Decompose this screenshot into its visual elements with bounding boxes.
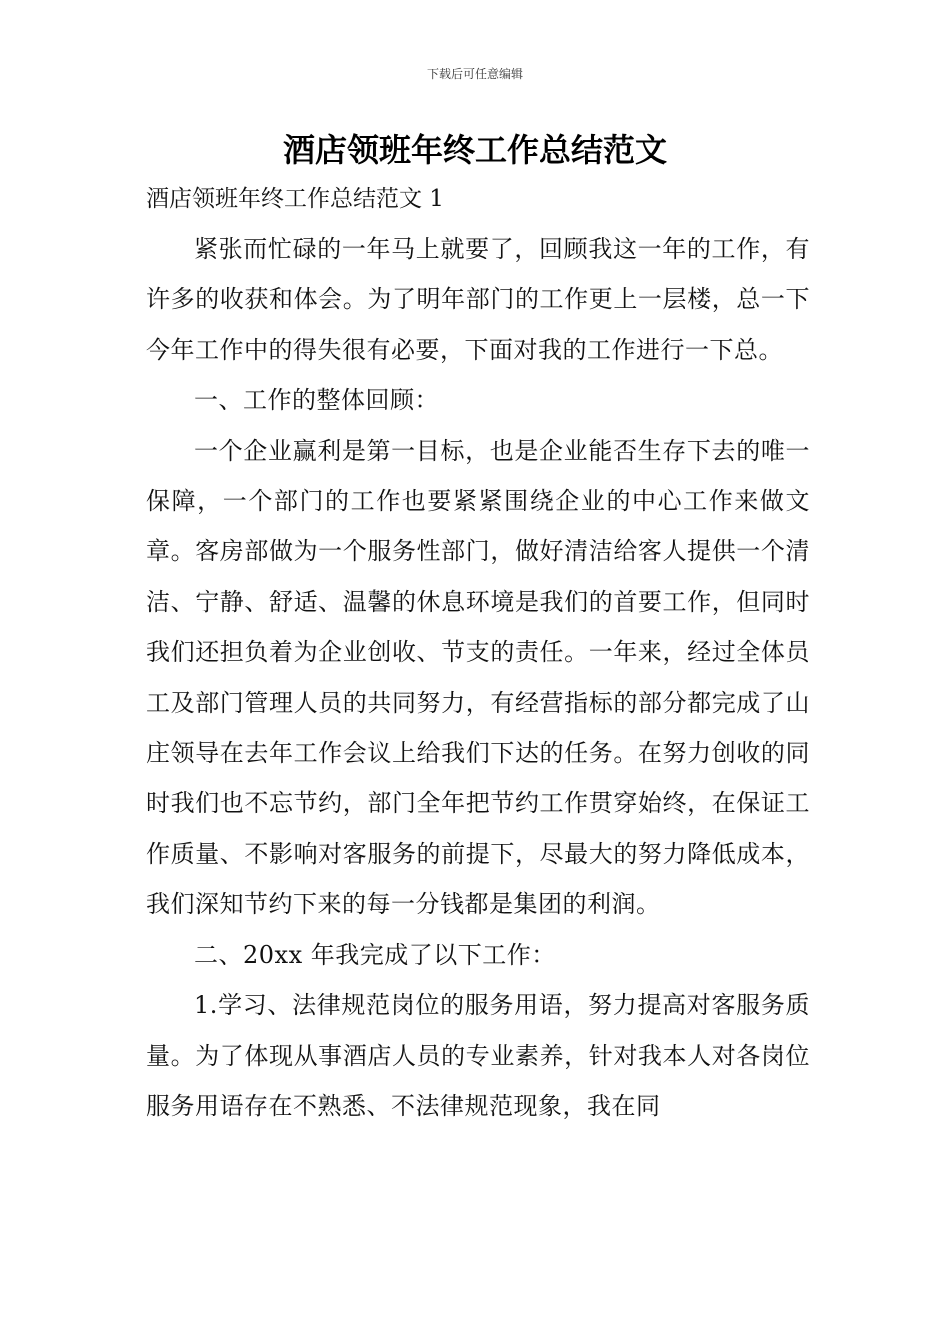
document-title: 酒店领班年终工作总结范文 <box>282 131 667 169</box>
document-body <box>146 224 810 1131</box>
document-subtitle: 酒店领班年终工作总结范文 1 <box>146 186 444 212</box>
header-note: 下载后可任意编辑 <box>426 67 523 81</box>
paragraph-item-1: 1.学习、法律规范岗位的服务用语，努力提高对客服务质量。为了体现从事酒店人员的专业素养，针对我本人对各岗位服务用语存在不熟悉、不法律规范现象，我在同 <box>146 991 810 1120</box>
section-heading-1: 一、工作的整体回顾： <box>194 386 439 415</box>
paragraph-intro: 紧张而忙碌的一年马上就要了，回顾我这一年的工作，有许多的收获和体会。为了明年部门的工作更上一层楼，总一下今年工作中的得失很有必要，下面对我的工作进行一下总。 <box>146 235 810 364</box>
paragraph-review: 一个企业赢利是第一目标，也是企业能否生存下去的唯一保障，一个部门的工作也要紧紧围绕企业的中心工作来做文章。客房部做为一个服务性部门，做好清洁给客人提供一个清洁、宁静、舒适、温馨的休息环境是我们的首要工作，但同时我们还担负着为企业创收、节支的责任。一年来，经过全体员工及部门管理人员的共同努力，有经营指标的部分都完成了山庄领导在去年工作会议上给我们下达的任务。在努力创收的同时我们也不忘节约，部门全年把节约工作贯穿始终，在保证工作质量、不影响对客服务的前提下，尽最大的努力降低成本，我们深知节约下来的每一分钱都是集团的利润。 <box>146 436 810 919</box>
section-heading-2: 二、20xx 年我完成了以下工作： <box>194 940 556 969</box>
